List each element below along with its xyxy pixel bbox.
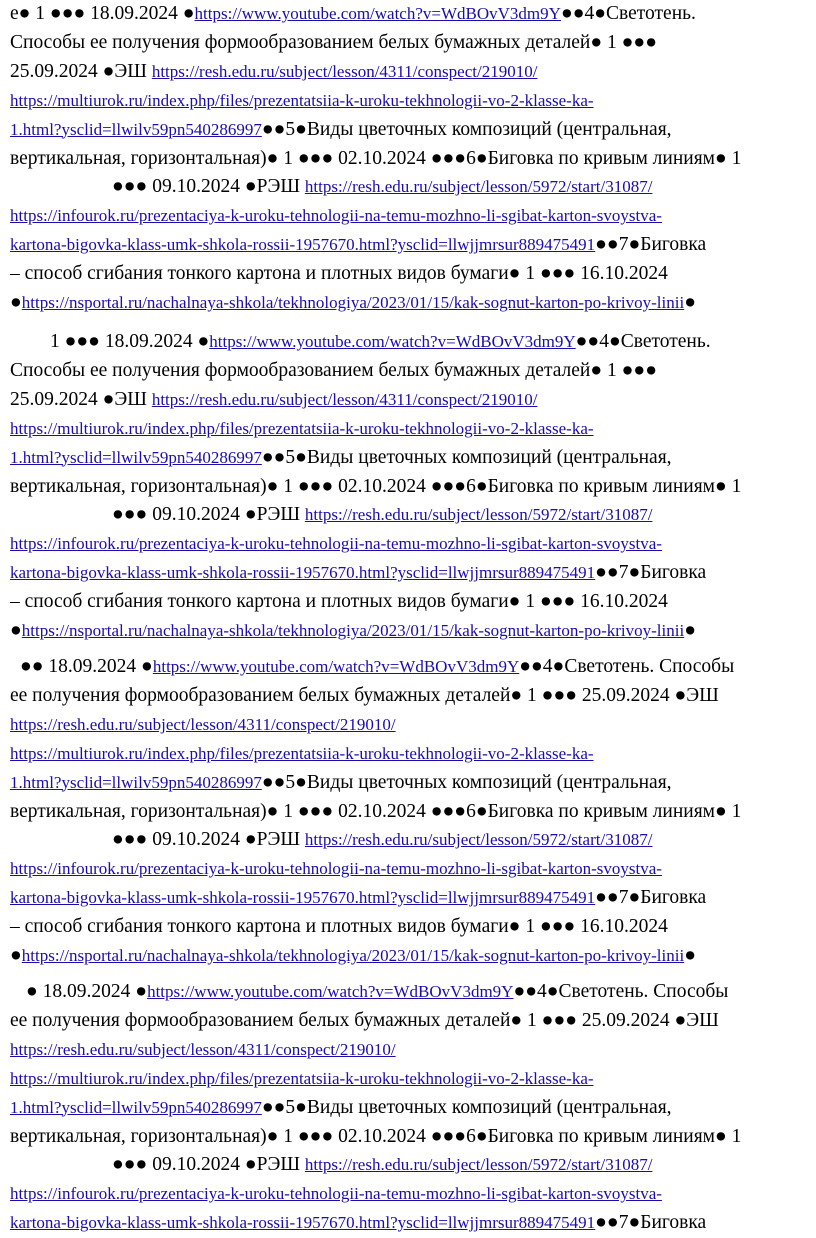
line-text-after: ●●7●Биговка [595, 234, 707, 256]
line-text: ● 18.09.2024 ● [26, 981, 148, 1002]
text-line [10, 944, 696, 968]
hyperlink[interactable]: https://resh.edu.ru/subject/lesson/5972/start/31087/ [304, 830, 653, 850]
line-text: вертикальная, горизонтальная)● 1 ●●● 02.10.2024 ●●●6●Биговка по кривым линиям● 1 [10, 1125, 742, 1147]
line-text: вертикальная, горизонтальная)● 1 ●●● 02.10.2024 ●●●6●Биговка по кривым линиям● 1 [10, 475, 742, 497]
line-text: ●●● 09.10.2024 ●РЭШ [112, 1154, 305, 1176]
hyperlink[interactable]: 1.html?ysclid=llwilv59pn540286997 [10, 772, 262, 792]
text-line [10, 262, 668, 286]
text-line [10, 1182, 662, 1206]
text-line [10, 1067, 594, 1091]
line-text: ●●● 09.10.2024 ●РЭШ [112, 829, 305, 851]
line-text: ● [10, 945, 22, 966]
text-line [10, 233, 706, 257]
line-text-after: ●●5●Виды цветочных композиций (центральная, [261, 446, 672, 468]
line-text-after: ● [684, 292, 696, 313]
text-line [112, 1153, 652, 1177]
text-line [10, 31, 657, 55]
text-line [10, 713, 396, 737]
text-line [10, 1009, 719, 1033]
hyperlink[interactable]: https://resh.edu.ru/subject/lesson/4311/conspect/219010/ [10, 1039, 396, 1059]
hyperlink[interactable]: kartona-bigovka-klass-umk-shkola-rossii-1957670.html?ysclid=llwjjmrsur889475491 [10, 888, 596, 908]
text-line [10, 118, 672, 142]
text-line [10, 2, 696, 26]
text-line [10, 388, 537, 412]
line-text-after: ●●4●Светотень. Способы [519, 656, 735, 677]
line-text-after: ● [684, 620, 696, 641]
text-line [10, 147, 741, 171]
text-line [10, 1125, 741, 1149]
hyperlink[interactable]: https://infourok.ru/prezentaciya-k-uroku-tehnologii-na-temu-mozhno-li-sgibat-karton-svoystva- [10, 206, 662, 226]
line-text: – способ сгибания тонкого картона и плотных видов бумаги● 1 ●●● 16.10.2024 [10, 591, 668, 613]
hyperlink[interactable]: https://infourok.ru/prezentaciya-k-uroku-tehnologii-na-temu-mozhno-li-sgibat-karton-svoystva- [10, 534, 662, 554]
text-line [26, 980, 728, 1004]
line-text: ● [10, 620, 22, 641]
text-line [10, 561, 706, 585]
hyperlink[interactable]: https://nsportal.ru/nachalnaya-shkola/tekhnologiya/2023/01/15/kak-sognut-karton-po-krivoy-linii [21, 946, 685, 965]
line-text: – способ сгибания тонкого картона и плотных видов бумаги● 1 ●●● 16.10.2024 [10, 916, 668, 938]
text-line [20, 655, 734, 679]
line-text: ее получения формообразованием белых бумажных деталей● 1 ●●● 25.09.2024 ●ЭШ [10, 1009, 719, 1031]
line-text-after: ●●7●Биговка [595, 562, 707, 584]
hyperlink[interactable]: https://www.youtube.com/watch?v=WdBOvV3dm9Y [194, 4, 561, 23]
line-text: ●● 18.09.2024 ● [20, 656, 153, 677]
hyperlink[interactable]: https://resh.edu.ru/subject/lesson/4311/conspect/219010/ [151, 389, 538, 409]
text-line [112, 828, 652, 852]
hyperlink[interactable]: https://nsportal.ru/nachalnaya-shkola/tekhnologiya/2023/01/15/kak-sognut-karton-po-krivoy-linii [21, 293, 685, 312]
text-line [10, 446, 672, 470]
text-line [10, 742, 594, 766]
hyperlink[interactable]: 1.html?ysclid=llwilv59pn540286997 [10, 1097, 262, 1117]
text-line [10, 619, 696, 643]
line-text: Способы ее получения формообразованием белых бумажных деталей● 1 ●●● [10, 31, 657, 53]
text-line [10, 60, 537, 84]
line-text-after: ●●5●Виды цветочных композиций (центральная, [261, 771, 672, 793]
text-line [10, 204, 662, 228]
text-line [10, 857, 662, 881]
hyperlink[interactable]: https://infourok.ru/prezentaciya-k-uroku-tehnologii-na-temu-mozhno-li-sgibat-karton-svoystva- [10, 1184, 662, 1204]
text-line [10, 886, 706, 910]
hyperlink[interactable]: https://www.youtube.com/watch?v=WdBOvV3dm9Y [147, 982, 514, 1001]
text-line [10, 800, 741, 824]
text-line [10, 417, 594, 441]
text-line [10, 475, 741, 499]
line-text-after: ● [684, 945, 696, 966]
hyperlink[interactable]: https://multiurok.ru/index.php/files/prezentatsiia-k-uroku-tekhnologii-vo-2-klasse-ka- [10, 743, 594, 763]
text-line [10, 1096, 672, 1120]
text-line [10, 915, 668, 939]
line-text-after: ●●4●Светотень. [575, 331, 711, 352]
hyperlink[interactable]: https://www.youtube.com/watch?v=WdBOvV3dm9Y [152, 657, 520, 676]
line-text: 1 ●●● 18.09.2024 ● [50, 331, 210, 352]
hyperlink[interactable]: https://multiurok.ru/index.php/files/prezentatsiia-k-uroku-tekhnologii-vo-2-klasse-ka- [10, 1068, 594, 1088]
text-line [10, 359, 657, 383]
hyperlink[interactable]: https://multiurok.ru/index.php/files/prezentatsiia-k-uroku-tekhnologii-vo-2-klasse-ka- [10, 90, 594, 110]
hyperlink[interactable]: kartona-bigovka-klass-umk-shkola-rossii-1957670.html?ysclid=llwjjmrsur889475491 [10, 235, 596, 255]
line-text-after: ●●4●Светотень. Способы [513, 981, 729, 1002]
line-text-after: ●●5●Виды цветочных композиций (центральная, [261, 1096, 672, 1118]
text-line [112, 175, 652, 199]
text-line [10, 1038, 396, 1062]
text-line [10, 590, 668, 614]
hyperlink[interactable]: kartona-bigovka-klass-umk-shkola-rossii-1957670.html?ysclid=llwjjmrsur889475491 [10, 1213, 596, 1233]
line-text: ●●● 09.10.2024 ●РЭШ [112, 176, 305, 198]
hyperlink[interactable]: https://resh.edu.ru/subject/lesson/4311/conspect/219010/ [10, 714, 396, 734]
line-text: 25.09.2024 ●ЭШ [10, 60, 152, 82]
text-line [10, 1211, 706, 1235]
line-text: ●●● 09.10.2024 ●РЭШ [112, 504, 305, 526]
line-text: вертикальная, горизонтальная)● 1 ●●● 02.10.2024 ●●●6●Биговка по кривым линиям● 1 [10, 147, 742, 169]
line-text: ● [10, 292, 22, 313]
hyperlink[interactable]: 1.html?ysclid=llwilv59pn540286997 [10, 119, 262, 139]
hyperlink[interactable]: https://resh.edu.ru/subject/lesson/5972/start/31087/ [304, 505, 653, 525]
text-line [50, 330, 711, 354]
hyperlink[interactable]: https://multiurok.ru/index.php/files/prezentatsiia-k-uroku-tekhnologii-vo-2-klasse-ka- [10, 418, 594, 438]
hyperlink[interactable]: https://resh.edu.ru/subject/lesson/5972/start/31087/ [304, 1155, 653, 1175]
hyperlink[interactable]: 1.html?ysclid=llwilv59pn540286997 [10, 447, 262, 467]
text-line [10, 532, 662, 556]
line-text-after: ●●4●Светотень. [560, 3, 696, 24]
line-text: ее получения формообразованием белых бумажных деталей● 1 ●●● 25.09.2024 ●ЭШ [10, 684, 719, 706]
line-text: e● 1 ●●● 18.09.2024 ● [10, 3, 195, 24]
text-line [10, 89, 594, 113]
text-line [10, 771, 672, 795]
line-text-after: ●●5●Виды цветочных композиций (центральная, [261, 118, 672, 140]
line-text-after: ●●7●Биговка [595, 887, 707, 909]
hyperlink[interactable]: https://resh.edu.ru/subject/lesson/5972/start/31087/ [304, 177, 653, 197]
line-text: вертикальная, горизонтальная)● 1 ●●● 02.10.2024 ●●●6●Биговка по кривым линиям● 1 [10, 800, 742, 822]
line-text-after: ●●7●Биговка [595, 1212, 707, 1234]
hyperlink[interactable]: https://nsportal.ru/nachalnaya-shkola/tekhnologiya/2023/01/15/kak-sognut-karton-po-krivoy-linii [21, 621, 685, 640]
hyperlink[interactable]: https://resh.edu.ru/subject/lesson/4311/conspect/219010/ [151, 61, 538, 81]
hyperlink[interactable]: https://www.youtube.com/watch?v=WdBOvV3dm9Y [209, 332, 576, 351]
line-text: – способ сгибания тонкого картона и плотных видов бумаги● 1 ●●● 16.10.2024 [10, 263, 668, 285]
line-text: 25.09.2024 ●ЭШ [10, 388, 152, 410]
hyperlink[interactable]: https://infourok.ru/prezentaciya-k-uroku-tehnologii-na-temu-mozhno-li-sgibat-karton-svoystva- [10, 859, 662, 879]
line-text: Способы ее получения формообразованием белых бумажных деталей● 1 ●●● [10, 359, 657, 381]
text-line [10, 291, 696, 315]
hyperlink[interactable]: kartona-bigovka-klass-umk-shkola-rossii-1957670.html?ysclid=llwjjmrsur889475491 [10, 563, 596, 583]
text-line [10, 684, 719, 708]
text-line [112, 503, 652, 527]
